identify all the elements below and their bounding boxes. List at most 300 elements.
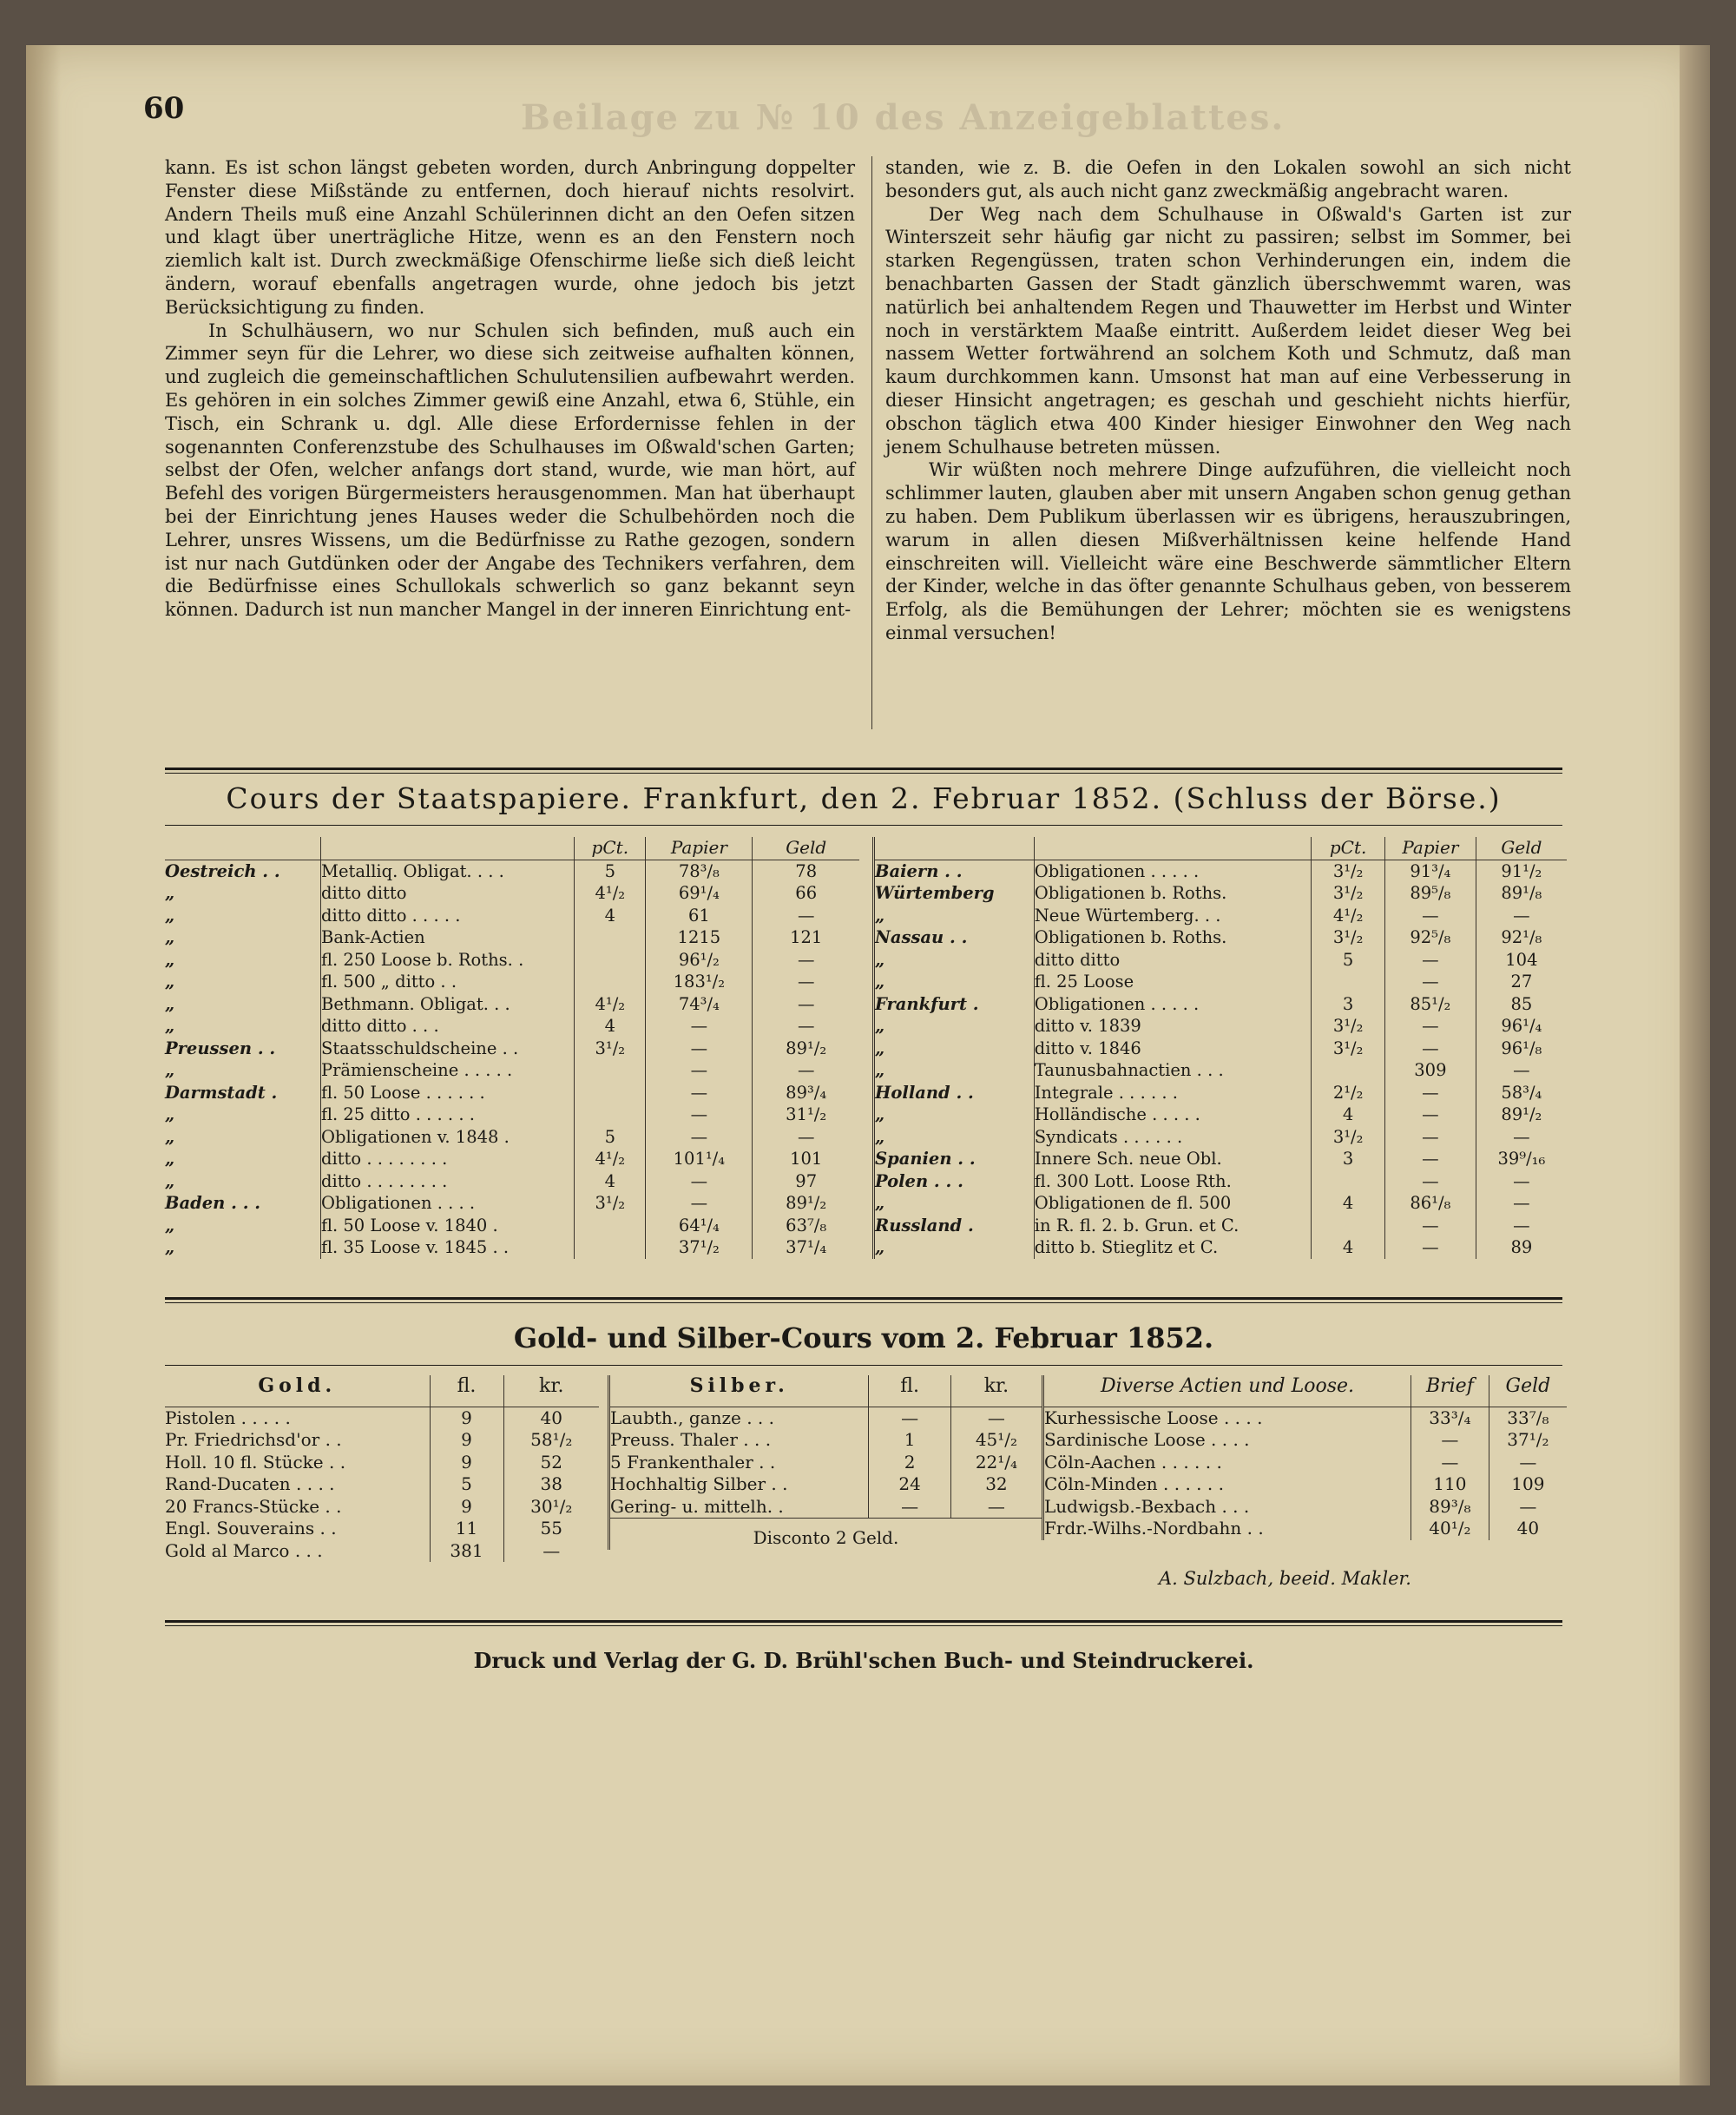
table-cell: 89¹/₈ bbox=[1476, 882, 1567, 905]
table-cell bbox=[575, 971, 646, 993]
actien-table bbox=[1042, 1375, 1567, 1540]
table-cell: 92⁵/₈ bbox=[1385, 926, 1476, 949]
table-cell: fl. 50 Loose v. 1840 . bbox=[320, 1215, 574, 1237]
gold-row bbox=[165, 1407, 599, 1429]
table-cell: 40 bbox=[1489, 1518, 1567, 1540]
table-cell: „ bbox=[165, 993, 175, 1014]
table-cell: — bbox=[1385, 1038, 1476, 1060]
table-cell: Metalliq. Obligat. . . . bbox=[320, 860, 574, 882]
table-cell: — bbox=[1489, 1496, 1567, 1519]
table-cell: 101 bbox=[753, 1148, 859, 1170]
table-cell: Engl. Souverains . . bbox=[165, 1518, 337, 1538]
table-cell: Würtemberg bbox=[874, 882, 1035, 905]
table-cell: 33⁷/₈ bbox=[1489, 1407, 1567, 1429]
table-cell: „ bbox=[874, 971, 1035, 993]
table-cell: — bbox=[1476, 1059, 1567, 1082]
staatspapier-row bbox=[874, 905, 1568, 927]
header-geld: Geld bbox=[1476, 837, 1567, 860]
gold-row bbox=[165, 1429, 599, 1452]
table-cell: Obligationen b. Roths. bbox=[1034, 882, 1312, 905]
table-cell: „ bbox=[874, 1059, 1035, 1082]
actien-row bbox=[1043, 1407, 1568, 1429]
actien-header: Diverse Actien und Loose. bbox=[1043, 1375, 1411, 1407]
table-cell: 5 Frankenthaler . . bbox=[609, 1452, 869, 1474]
staatspapier-row bbox=[874, 1192, 1568, 1215]
table-cell: „ bbox=[874, 1038, 1035, 1060]
table-cell: 1 bbox=[869, 1429, 951, 1452]
staatspapier-row bbox=[165, 1236, 859, 1259]
staatspapier-row bbox=[165, 971, 859, 993]
staatspapiere-table-left bbox=[165, 837, 859, 1259]
table-cell: — bbox=[753, 1059, 859, 1082]
staatspapier-row bbox=[874, 1104, 1568, 1126]
disconto: Disconto 2 Geld. bbox=[609, 1519, 1042, 1550]
staatspapier-row bbox=[874, 1082, 1568, 1104]
table-cell: 61 bbox=[646, 905, 753, 927]
table-cell: — bbox=[1385, 1236, 1476, 1259]
table-cell: Rand-Ducaten . . . . bbox=[165, 1473, 335, 1494]
table-cell: 183¹/₂ bbox=[646, 971, 753, 993]
table-cell: 55 bbox=[503, 1518, 599, 1540]
table-cell: Preussen . . bbox=[165, 1038, 276, 1058]
table-cell: — bbox=[1476, 1192, 1567, 1215]
table-cell: 85 bbox=[1476, 993, 1567, 1016]
table-cell: 32 bbox=[950, 1473, 1042, 1496]
table-cell: 101¹/₄ bbox=[646, 1148, 753, 1170]
gold-table bbox=[165, 1375, 599, 1562]
table-cell: 3¹/₂ bbox=[575, 1192, 646, 1215]
table-cell: Baden . . . bbox=[165, 1193, 261, 1213]
table-cell: 4 bbox=[1312, 1192, 1385, 1215]
table-cell: Holland . . bbox=[874, 1082, 1035, 1104]
header-geld: Geld bbox=[1489, 1375, 1567, 1407]
article-column-right bbox=[885, 156, 1571, 645]
table-cell: 89³/₈ bbox=[1411, 1496, 1489, 1519]
staatspapier-row bbox=[165, 1215, 859, 1237]
table-cell: „ bbox=[165, 1104, 175, 1124]
table-cell: 27 bbox=[1476, 971, 1567, 993]
gold-row bbox=[165, 1496, 599, 1519]
table-cell: 381 bbox=[430, 1540, 503, 1563]
table-cell: 4 bbox=[1312, 1236, 1385, 1259]
table-cell bbox=[575, 949, 646, 972]
table-cell: ditto v. 1846 bbox=[1034, 1038, 1312, 1060]
table-cell: 9 bbox=[430, 1452, 503, 1474]
table-cell: 63⁷/₈ bbox=[753, 1215, 859, 1237]
table-cell: „ bbox=[165, 1126, 175, 1147]
table-cell: „ bbox=[874, 1192, 1035, 1215]
table-cell: — bbox=[1385, 1015, 1476, 1038]
staatspapier-row bbox=[165, 1082, 859, 1104]
table-cell: Gold al Marco . . . bbox=[165, 1539, 323, 1561]
table-cell: 11 bbox=[430, 1518, 503, 1540]
table-cell: „ bbox=[165, 1016, 175, 1036]
section-rule-thick bbox=[165, 768, 1562, 770]
table-cell: Cöln-Minden . . . . . . bbox=[1043, 1473, 1411, 1496]
table-cell: „ bbox=[874, 905, 1035, 927]
broker-signature: A. Sulzbach, beeid. Makler. bbox=[1159, 1568, 1411, 1589]
table-cell: fl. 25 ditto . . . . . . bbox=[320, 1104, 574, 1126]
table-cell: 2¹/₂ bbox=[1312, 1082, 1385, 1104]
table-cell: Syndicats . . . . . . bbox=[1034, 1126, 1312, 1149]
section-rule-thin bbox=[165, 1302, 1562, 1303]
table-cell: Preuss. Thaler . . . bbox=[609, 1429, 869, 1452]
actien-row bbox=[1043, 1452, 1568, 1474]
table-cell: „ bbox=[165, 1170, 175, 1191]
table-cell: fl. 25 Loose bbox=[1034, 971, 1312, 993]
table-cell: „ bbox=[165, 927, 175, 947]
table-cell: — bbox=[1385, 905, 1476, 927]
table-cell: 121 bbox=[753, 926, 859, 949]
gold-row bbox=[165, 1473, 599, 1496]
table-cell: 4 bbox=[575, 1170, 646, 1193]
table-cell: 96¹/₂ bbox=[646, 949, 753, 972]
staatspapier-row bbox=[874, 926, 1568, 949]
table-cell: — bbox=[646, 1170, 753, 1193]
staatspapier-row bbox=[874, 971, 1568, 993]
table-cell: 4 bbox=[575, 905, 646, 927]
staatspapier-row bbox=[165, 1126, 859, 1149]
table-cell: — bbox=[869, 1496, 951, 1519]
table-cell: 37¹/₄ bbox=[753, 1236, 859, 1259]
staatspapier-row bbox=[874, 949, 1568, 972]
table-cell: Cöln-Aachen . . . . . . bbox=[1043, 1452, 1411, 1474]
table-cell: — bbox=[1476, 905, 1567, 927]
table-cell: 86¹/₈ bbox=[1385, 1192, 1476, 1215]
staatspapier-row bbox=[874, 1038, 1568, 1060]
table-cell: ditto . . . . . . . . bbox=[320, 1170, 574, 1193]
staatspapier-row bbox=[165, 993, 859, 1016]
gold-row bbox=[165, 1518, 599, 1540]
table-cell: 5 bbox=[1312, 949, 1385, 972]
header-blank bbox=[320, 837, 574, 860]
silber-header: Silber. bbox=[609, 1375, 869, 1407]
printer-imprint: Druck und Verlag der G. D. Brühl'schen Buch- und Steindruckerei. bbox=[473, 1648, 1254, 1673]
table-cell: — bbox=[1476, 1126, 1567, 1149]
gold-title-rule bbox=[165, 1365, 1562, 1366]
table-cell: 66 bbox=[753, 882, 859, 905]
table-cell: 3¹/₂ bbox=[1312, 926, 1385, 949]
paragraph: kann. Es ist schon längst gebeten worden, durch Anbringung doppelter Fenster diese Mißstände zu entfernen, doch hierauf nichts resolvirt. Andern Theils muß eine Anzahl Schülerinnen dicht an den Oefen sitzen und klagt über unerträgliche Hitze, wenn es an den Fenstern noch ziemlich kalt ist. Durch zweckmäßige Ofenschirme ließe sich dieß leicht ändern, worauf ebenfalls angetragen wurde, ohne jedoch bis jetzt Berücksichtigung zu finden. bbox=[165, 157, 855, 318]
staatspapier-row bbox=[874, 1059, 1568, 1082]
table-cell: „ bbox=[165, 905, 175, 926]
table-cell: 3¹/₂ bbox=[1312, 1038, 1385, 1060]
table-cell: — bbox=[753, 949, 859, 972]
table-cell: „ bbox=[874, 1015, 1035, 1038]
table-cell: Polen . . . bbox=[874, 1170, 1035, 1193]
table-cell: fl. 35 Loose v. 1845 . . bbox=[320, 1236, 574, 1259]
table-cell: — bbox=[753, 1015, 859, 1038]
header-kr: kr. bbox=[950, 1375, 1042, 1407]
table-cell: — bbox=[646, 1082, 753, 1104]
table-cell: 96¹/₄ bbox=[1476, 1015, 1567, 1038]
table-cell: — bbox=[1411, 1452, 1489, 1474]
staatspapier-row bbox=[165, 1015, 859, 1038]
table-cell: ditto b. Stieglitz et C. bbox=[1034, 1236, 1312, 1259]
table-cell: 4¹/₂ bbox=[575, 882, 646, 905]
table-cell: Sardinische Loose . . . . bbox=[1043, 1429, 1411, 1452]
table-cell: — bbox=[1489, 1452, 1567, 1474]
table-cell: — bbox=[646, 1192, 753, 1215]
cours-title-rule bbox=[165, 825, 1562, 826]
table-cell: ditto ditto . . . . . bbox=[320, 905, 574, 927]
table-cell: 5 bbox=[575, 860, 646, 882]
table-cell: — bbox=[950, 1407, 1042, 1429]
table-cell: „ bbox=[874, 1104, 1035, 1126]
actien-row bbox=[1043, 1518, 1568, 1540]
table-cell: 5 bbox=[430, 1473, 503, 1496]
table-cell: 40 bbox=[503, 1407, 599, 1429]
silber-row bbox=[609, 1407, 1042, 1429]
staatspapier-row bbox=[165, 1104, 859, 1126]
silber-row bbox=[609, 1452, 1042, 1474]
paragraph: standen, wie z. B. die Oefen in den Lokalen sowohl an sich nicht besonders gut, als auch nicht ganz zweckmäßig angebracht waren. bbox=[885, 157, 1571, 201]
table-cell: in R. fl. 2. b. Grun. et C. bbox=[1034, 1215, 1312, 1237]
staatspapier-row bbox=[165, 926, 859, 949]
silber-row bbox=[609, 1473, 1042, 1496]
table-cell: „ bbox=[165, 949, 175, 970]
header-pct: pCt. bbox=[575, 837, 646, 860]
table-cell: 4¹/₂ bbox=[575, 1148, 646, 1170]
table-cell: 9 bbox=[430, 1407, 503, 1429]
table-cell: Spanien . . bbox=[874, 1148, 1035, 1170]
table-cell: Frdr.-Wilhs.-Nordbahn . . bbox=[1043, 1518, 1411, 1540]
table-cell: 97 bbox=[753, 1170, 859, 1193]
table-cell: 37¹/₂ bbox=[1489, 1429, 1567, 1452]
actien-row bbox=[1043, 1429, 1568, 1452]
table-cell: Obligationen . . . . . bbox=[1034, 860, 1312, 882]
table-cell: 1215 bbox=[646, 926, 753, 949]
table-cell: Pistolen . . . . . bbox=[165, 1407, 291, 1428]
table-cell: 20 Francs-Stücke . . bbox=[165, 1495, 342, 1517]
table-cell: 110 bbox=[1411, 1473, 1489, 1496]
table-cell: Obligationen . . . . . bbox=[1034, 993, 1312, 1016]
table-cell: 4 bbox=[575, 1015, 646, 1038]
table-cell: „ bbox=[874, 1236, 1035, 1259]
table-cell: Staatsschuldscheine . . bbox=[320, 1038, 574, 1060]
page-binding-shadow bbox=[26, 45, 61, 2085]
staatspapier-row bbox=[165, 860, 859, 882]
table-cell: „ bbox=[874, 949, 1035, 972]
table-cell: — bbox=[753, 993, 859, 1016]
table-cell: ditto ditto . . . bbox=[320, 1015, 574, 1038]
staatspapier-row bbox=[165, 1038, 859, 1060]
table-cell: Innere Sch. neue Obl. bbox=[1034, 1148, 1312, 1170]
staatspapier-row bbox=[874, 882, 1568, 905]
table-cell: 31¹/₂ bbox=[753, 1104, 859, 1126]
staatspapier-row bbox=[165, 1170, 859, 1193]
table-cell: „ bbox=[165, 1149, 175, 1169]
paragraph: Wir wüßten noch mehrere Dinge aufzuführen, die vielleicht noch schlimmer lauten, glauben aber mit unsern Angaben schon genug gethan zu haben. Dem Publikum überlassen wir es übrigens, herauszubringen, warum in allen diesen Mißverhältnissen keine helfende Hand einschreiten will. Vielleicht wäre eine Beschwerde sämmtlicher Eltern der Kinder, welche in das öfter genannte Schulhaus geben, von besserem Erfolg, als die Bemühungen der Lehrer; möchten sie es wenigstens einmal versuchen! bbox=[885, 459, 1571, 643]
table-cell: 38 bbox=[503, 1473, 599, 1496]
header-geld: Geld bbox=[753, 837, 859, 860]
cours-title: Cours der Staatspapiere. Frankfurt, den 2. Februar 1852. (Schluss der Börse.) bbox=[226, 781, 1502, 815]
header-fl: fl. bbox=[430, 1375, 503, 1407]
table-cell: 64¹/₄ bbox=[646, 1215, 753, 1237]
table-cell: 89⁵/₈ bbox=[1385, 882, 1476, 905]
table-cell: Baiern . . bbox=[874, 860, 1035, 882]
table-cell: — bbox=[646, 1104, 753, 1126]
actien-row bbox=[1043, 1473, 1568, 1496]
show-through-header: Beilage zu № 10 des Anzeigeblattes. bbox=[521, 97, 1286, 138]
staatspapier-row bbox=[874, 1170, 1568, 1193]
table-cell: 89¹/₂ bbox=[753, 1038, 859, 1060]
table-cell: Taunusbahnactien . . . bbox=[1034, 1059, 1312, 1082]
table-cell: — bbox=[1385, 1126, 1476, 1149]
table-cell: 3¹/₂ bbox=[1312, 1015, 1385, 1038]
table-cell: 3¹/₂ bbox=[575, 1038, 646, 1060]
table-cell bbox=[1312, 1059, 1385, 1082]
gold-silber-title: Gold- und Silber-Cours vom 2. Februar 1852. bbox=[513, 1321, 1214, 1354]
paragraph: In Schulhäusern, wo nur Schulen sich befinden, muß auch ein Zimmer seyn für die Lehrer, wo diese sich zeitweise aufhalten können, und zugleich die gemeinschaftlichen Schulutensilien aufbewahrt werden. Es gehören in ein solches Zimmer gewiß eine Anzahl, etwa 6, Stühle, ein Tisch, ein Schrank u. dgl. Alle diese Erfordernisse fehlen in der sogenannten Conferenzstube des Schulhauses im Oßwald'schen Garten; selbst der Ofen, welcher anfangs dort stand, wurde, wie man hört, auf Befehl des vorigen Bürgermeisters herausgenommen. Man hat überhaupt bei der Einrichtung jenes Hauses weder die Schulbehörden noch die Lehrer, unsres Wissens, um die Bedürfnisse zu Rathe gezogen, sondern ist nur nach Gutdünken oder der Angabe des Technikers verfahren, dem die Bedürfnisse eines Schullokals schwerlich so ganz bekannt seyn können. Dadurch ist nun mancher Mangel in der inneren Einrichtung ent- bbox=[165, 320, 855, 621]
table-cell: 4¹/₂ bbox=[575, 993, 646, 1016]
silber-row bbox=[609, 1429, 1042, 1452]
table-cell bbox=[575, 1082, 646, 1104]
table-cell bbox=[575, 1215, 646, 1237]
table-cell: Obligationen de fl. 500 bbox=[1034, 1192, 1312, 1215]
table-cell: 3¹/₂ bbox=[1312, 882, 1385, 905]
table-cell: 78 bbox=[753, 860, 859, 882]
table-cell: — bbox=[646, 1126, 753, 1149]
table-cell: 40¹/₂ bbox=[1411, 1518, 1489, 1540]
table-cell: 85¹/₂ bbox=[1385, 993, 1476, 1016]
header-papier: Papier bbox=[646, 837, 753, 860]
table-cell: Nassau . . bbox=[874, 926, 1035, 949]
table-cell: 109 bbox=[1489, 1473, 1567, 1496]
table-cell: — bbox=[1385, 971, 1476, 993]
table-cell: 89¹/₂ bbox=[1476, 1104, 1567, 1126]
header-blank bbox=[1034, 837, 1312, 860]
footer-rule-thick bbox=[165, 1620, 1562, 1623]
table-cell: — bbox=[646, 1015, 753, 1038]
table-cell: 9 bbox=[430, 1429, 503, 1452]
staatspapier-row bbox=[874, 1148, 1568, 1170]
staatspapier-row bbox=[165, 905, 859, 927]
silber-row bbox=[609, 1496, 1042, 1519]
table-cell: 2 bbox=[869, 1452, 951, 1474]
header-brief: Brief bbox=[1411, 1375, 1489, 1407]
table-cell: 3¹/₂ bbox=[1312, 1126, 1385, 1149]
staatspapier-row bbox=[165, 1059, 859, 1082]
gold-row bbox=[165, 1540, 599, 1563]
table-cell: 4¹/₂ bbox=[1312, 905, 1385, 927]
header-pct: pCt. bbox=[1312, 837, 1385, 860]
table-cell: Russland . bbox=[874, 1215, 1035, 1237]
staatspapier-row bbox=[874, 1015, 1568, 1038]
header-kr: kr. bbox=[503, 1375, 599, 1407]
table-cell: — bbox=[646, 1038, 753, 1060]
staatspapier-row bbox=[874, 993, 1568, 1016]
table-cell: ditto . . . . . . . . bbox=[320, 1148, 574, 1170]
table-cell: Laubth., ganze . . . bbox=[609, 1407, 869, 1429]
page-edge bbox=[1680, 45, 1710, 2085]
silber-table bbox=[608, 1375, 1042, 1550]
table-cell: Holländische . . . . . bbox=[1034, 1104, 1312, 1126]
staatspapiere-table-right bbox=[872, 837, 1567, 1259]
header-blank bbox=[165, 837, 320, 860]
table-cell: „ bbox=[165, 883, 175, 903]
staatspapier-row bbox=[874, 860, 1568, 882]
staatspapier-row bbox=[165, 1148, 859, 1170]
table-cell: 309 bbox=[1385, 1059, 1476, 1082]
table-cell: ditto ditto bbox=[320, 882, 574, 905]
table-cell: 89 bbox=[1476, 1236, 1567, 1259]
table-cell: Ludwigsb.-Bexbach . . . bbox=[1043, 1496, 1411, 1519]
table-cell: 89³/₄ bbox=[753, 1082, 859, 1104]
table-cell: fl. 500 „ ditto . . bbox=[320, 971, 574, 993]
paragraph: Der Weg nach dem Schulhause in Oßwald's Garten ist zur Winterszeit sehr häufig gar nicht zu passiren; selbst im Sommer, bei starken Regengüssen, traten schon Verhinderungen ein, indem die benachbarten Gassen der Stadt gänzlich überschwemmt waren, was natürlich bei anhaltendem Regen und Thauwetter im Herbst und Winter noch in verstärktem Maaße eintritt. Außerdem leidet dieser Weg bei nassem Wetter fortwährend an solchem Koth und Schmutz, daß man kaum durchkommen kann. Umsonst hat man auf eine Verbesserung in dieser Hinsicht angetragen; es geschah und geschieht nichts hierfür, obschon täglich etwa 400 Kinder hiesiger Einwohner den Weg nach jenem Schulhause betreten müssen. bbox=[885, 203, 1571, 458]
section-rule-thin bbox=[165, 773, 1562, 774]
table-cell: — bbox=[1476, 1215, 1567, 1237]
table-cell: 96¹/₈ bbox=[1476, 1038, 1567, 1060]
table-cell: 91³/₄ bbox=[1385, 860, 1476, 882]
table-cell bbox=[575, 1236, 646, 1259]
table-cell: „ bbox=[165, 1215, 175, 1235]
table-cell: 22¹/₄ bbox=[950, 1452, 1042, 1474]
table-cell: 69¹/₄ bbox=[646, 882, 753, 905]
table-cell: 5 bbox=[575, 1126, 646, 1149]
table-cell: 52 bbox=[503, 1452, 599, 1474]
table-cell: 89¹/₂ bbox=[753, 1192, 859, 1215]
table-cell: 78³/₈ bbox=[646, 860, 753, 882]
actien-row bbox=[1043, 1496, 1568, 1519]
column-divider bbox=[871, 156, 872, 729]
table-cell: Integrale . . . . . . bbox=[1034, 1082, 1312, 1104]
table-cell: 104 bbox=[1476, 949, 1567, 972]
table-cell: — bbox=[950, 1496, 1042, 1519]
header-papier: Papier bbox=[1385, 837, 1476, 860]
table-cell: ditto ditto bbox=[1034, 949, 1312, 972]
table-cell: — bbox=[753, 971, 859, 993]
table-cell: „ bbox=[165, 1237, 175, 1257]
table-cell: 92¹/₈ bbox=[1476, 926, 1567, 949]
table-cell: 58³/₄ bbox=[1476, 1082, 1567, 1104]
table-cell: Holl. 10 fl. Stücke . . bbox=[165, 1451, 346, 1473]
table-cell: „ bbox=[165, 972, 175, 992]
table-cell: — bbox=[1385, 1215, 1476, 1237]
table-cell bbox=[575, 1104, 646, 1126]
table-cell: Pr. Friedrichsd'or . . bbox=[165, 1429, 342, 1450]
table-cell: „ bbox=[165, 1060, 175, 1080]
table-cell: — bbox=[1385, 1104, 1476, 1126]
table-cell: 37¹/₂ bbox=[646, 1236, 753, 1259]
page-number: 60 bbox=[143, 91, 185, 126]
table-cell: fl. 300 Lott. Loose Rth. bbox=[1034, 1170, 1312, 1193]
table-cell: — bbox=[503, 1540, 599, 1563]
table-cell: 30¹/₂ bbox=[503, 1496, 599, 1519]
gold-header: Gold. bbox=[165, 1375, 430, 1407]
section-rule-thick bbox=[165, 1297, 1562, 1300]
staatspapier-row bbox=[874, 1126, 1568, 1149]
table-cell: 4 bbox=[1312, 1104, 1385, 1126]
table-cell: — bbox=[646, 1059, 753, 1082]
table-cell bbox=[1312, 1215, 1385, 1237]
gold-row bbox=[165, 1452, 599, 1474]
staatspapier-row bbox=[165, 1192, 859, 1215]
table-cell: 74³/₄ bbox=[646, 993, 753, 1016]
table-cell: 3 bbox=[1312, 1148, 1385, 1170]
table-cell: — bbox=[869, 1407, 951, 1429]
table-cell: Obligationen . . . . bbox=[320, 1192, 574, 1215]
staatspapier-row bbox=[165, 882, 859, 905]
table-cell: 45¹/₂ bbox=[950, 1429, 1042, 1452]
table-cell: Kurhessische Loose . . . . bbox=[1043, 1407, 1411, 1429]
article-column-left bbox=[165, 156, 855, 622]
table-cell: Hochhaltig Silber . . bbox=[609, 1473, 869, 1496]
table-cell: 9 bbox=[430, 1496, 503, 1519]
table-cell bbox=[575, 1059, 646, 1082]
table-cell: — bbox=[753, 905, 859, 927]
